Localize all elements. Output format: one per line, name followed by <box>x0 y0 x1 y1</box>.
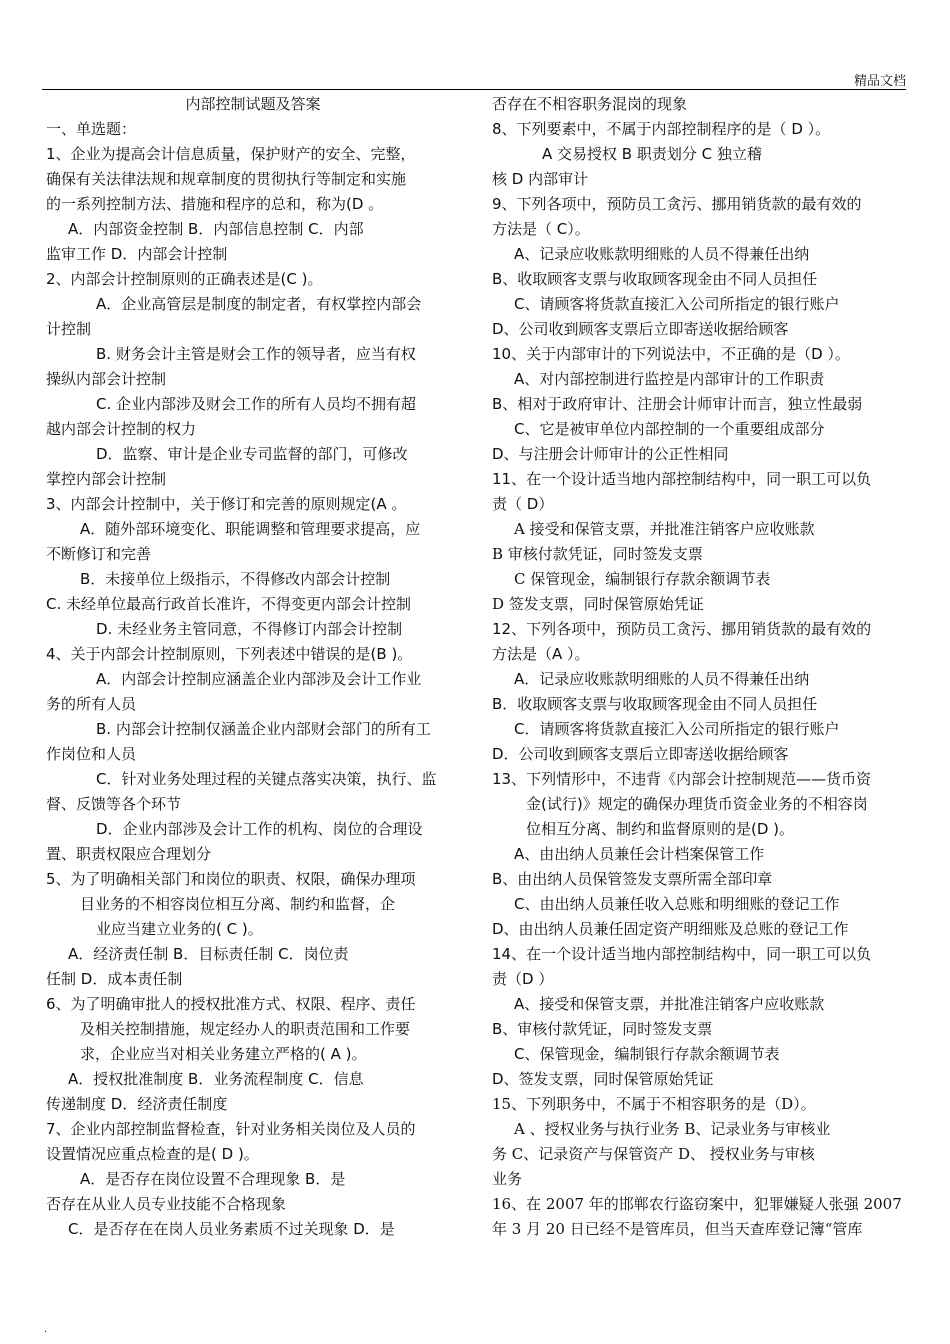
left-text-line: 务的所有人员 <box>46 695 137 713</box>
left-text-line: C．针对业务处理过程的关键点落实决策，执行、监 <box>96 770 437 788</box>
right-text-line: 13、下列情形中，不违背《内部会计控制规范——货币资 <box>492 770 872 788</box>
left-text-line: 确保有关法律法规和规章制度的贯彻执行等制定和实施 <box>46 170 407 188</box>
left-text-line: 监审工作 D．内部会计控制 <box>46 245 228 263</box>
right-text-line: 金(试行)》规定的确保办理货币资金业务的不相容岗 <box>526 795 868 813</box>
right-text-line: 务 C、记录资产与保管资产 D、 授权业务与审核 <box>492 1145 815 1163</box>
left-text-line: 7、企业内部控制监督检查，针对业务相关岗位及人员的 <box>46 1120 416 1138</box>
left-text-line: C. 未经单位最高行政首长准许，不得变更内部会计控制 <box>46 595 412 613</box>
left-text-line: 不断修订和完善 <box>46 545 152 563</box>
right-text-line: C．请顾客将货款直接汇入公司所指定的银行账户 <box>514 720 840 738</box>
right-text-line: 15、下列职务中，不属于不相容职务的是（D）。 <box>492 1095 816 1113</box>
right-text-line: 10、关于内部审计的下列说法中，不正确的是（D ）。 <box>492 345 850 363</box>
right-text-line: 业务 <box>492 1170 523 1188</box>
right-text-line: C 保管现金，编制银行存款余额调节表 <box>514 570 771 588</box>
left-text-line: A．内部资金控制 B．内部信息控制 C．内部 <box>68 220 364 238</box>
left-text-line: 目业务的不相容岗位相互分离、制约和监督，企 <box>80 895 396 913</box>
left-text-line: 计控制 <box>46 320 92 338</box>
header-tag: 精品文档 <box>853 74 906 89</box>
left-text-line: D. 未经业务主管同意，不得修订内部会计控制 <box>96 620 403 638</box>
left-text-line: B. 财务会计主管是财会工作的领导者，应当有权 <box>96 345 416 363</box>
left-text-line: 置、职责权限应合理划分 <box>46 845 212 863</box>
left-text-line: 及相关控制措施，规定经办人的职责范围和工作要 <box>80 1020 411 1038</box>
right-text-line: 否存在不相容职务混岗的现象 <box>492 95 688 113</box>
right-text-line: A、接受和保管支票，并批准注销客户应收账款 <box>514 995 825 1013</box>
right-text-line: D、签发支票，同时保管原始凭证 <box>492 1070 714 1088</box>
left-text-line: 督、反馈等各个环节 <box>46 795 182 813</box>
right-text-line: C、它是被审单位内部控制的一个重要组成部分 <box>514 420 825 438</box>
right-text-line: 方法是（ C）。 <box>492 220 590 238</box>
left-text-line: C．是否存在在岗人员业务素质不过关现象 D．是 <box>68 1220 395 1238</box>
right-text-line: 核 D 内部审计 <box>492 170 589 188</box>
right-text-line: B、收取顾客支票与收取顾客现金由不同人员担任 <box>492 270 818 288</box>
left-text-line: A．经济责任制 B．目标责任制 C．岗位责 <box>68 945 349 963</box>
left-text-line: A．企业高管层是制度的制定者，有权掌控内部会 <box>96 295 422 313</box>
left-text-line: A．内部会计控制应涵盖企业内部涉及会计工作业 <box>96 670 422 688</box>
left-text-line: 内部控制试题及答案 <box>185 95 321 113</box>
right-text-line: B 审核付款凭证，同时签发支票 <box>492 545 703 563</box>
right-text-line: 方法是（A ）。 <box>492 645 590 663</box>
left-text-line: 作岗位和人员 <box>46 745 137 763</box>
left-text-line: B. 内部会计控制仅涵盖企业内部财会部门的所有工 <box>96 720 431 738</box>
left-text-line: D．企业内部涉及会计工作的机构、岗位的合理设 <box>96 820 423 838</box>
left-text-line: 求，企业应当对相关业务建立严格的( A )。 <box>80 1045 367 1063</box>
left-text-line: 传递制度 D．经济责任制度 <box>46 1095 228 1113</box>
left-text-line: 操纵内部会计控制 <box>46 370 167 388</box>
left-text-line: 4、关于内部会计控制原则，下列表述中错误的是(B )。 <box>46 645 413 663</box>
right-text-line: B、相对于政府审计、注册会计师审计而言，独立性最弱 <box>492 395 863 413</box>
right-text-line: D、由出纳人员兼任固定资产明细账及总账的登记工作 <box>492 920 849 938</box>
left-text-line: 否存在从业人员专业技能不合格现象 <box>46 1195 287 1213</box>
left-text-line: 3、内部会计控制中，关于修订和完善的原则规定(A 。 <box>46 495 407 513</box>
left-text-line: 6、为了明确审批人的授权批准方式、权限、程序、责任 <box>46 995 416 1013</box>
right-text-line: 责（ D） <box>492 495 554 513</box>
left-text-line: 1、企业为提高会计信息质量，保护财产的安全、完整， <box>46 145 416 163</box>
left-text-line: 业应当建立业务的( C )。 <box>96 920 263 938</box>
right-text-line: A 接受和保管支票，并批准注销客户应收账款 <box>514 520 815 538</box>
left-text-line: A．随外部环境变化、职能调整和管理要求提高，应 <box>80 520 421 538</box>
left-text-line: B．未接单位上级指示，不得修改内部会计控制 <box>80 570 391 588</box>
footer-mark: . <box>44 1324 48 1335</box>
right-text-line: 年 3 月 20 日已经不是管库员，但当天查库登记簿“管库 <box>492 1220 863 1238</box>
right-text-line: A、由出纳人员兼任会计档案保管工作 <box>514 845 765 863</box>
right-text-line: D、与注册会计师审计的公正性相同 <box>492 445 729 463</box>
right-column <box>492 92 908 1242</box>
right-text-line: A、对内部控制进行监控是内部审计的工作职责 <box>514 370 825 388</box>
right-text-line: B、审核付款凭证，同时签发支票 <box>492 1020 713 1038</box>
right-text-line: D、公司收到顾客支票后立即寄送收据给顾客 <box>492 320 789 338</box>
left-column <box>46 92 460 1242</box>
left-text-line: 一、单选题： <box>46 120 137 138</box>
right-text-line: 8、下列要素中，不属于内部控制程序的是（ D ）。 <box>492 120 831 138</box>
right-text-line: A、记录应收账款明细账的人员不得兼任出纳 <box>514 245 810 263</box>
right-text-line: 12、下列各项中，预防员工贪污、挪用销货款的最有效的 <box>492 620 872 638</box>
left-text-line: 设置情况应重点检查的是( D )。 <box>46 1145 259 1163</box>
right-text-line: 11、在一个设计适当地内部控制结构中，同一职工可以负 <box>492 470 872 488</box>
left-text-line: 的一系列控制方法、措施和程序的总和，称为(D 。 <box>46 195 384 213</box>
left-text-line: 越内部会计控制的权力 <box>46 420 197 438</box>
right-text-line: C、保管现金，编制银行存款余额调节表 <box>514 1045 780 1063</box>
left-text-line: 5、为了明确相关部门和岗位的职责、权限，确保办理项 <box>46 870 416 888</box>
left-text-line: 掌控内部会计控制 <box>46 470 167 488</box>
left-text-line: 2、内部会计控制原则的正确表述是(C )。 <box>46 270 323 288</box>
left-text-line: A．是否存在岗位设置不合理现象 B．是 <box>80 1170 346 1188</box>
right-text-line: D．公司收到顾客支票后立即寄送收据给顾客 <box>492 745 789 763</box>
right-text-line: B、由出纳人员保管签发支票所需全部印章 <box>492 870 773 888</box>
left-text-line: 任制 D．成本责任制 <box>46 970 183 988</box>
right-text-line: A 、授权业务与执行业务 B、记录业务与审核业 <box>514 1120 831 1138</box>
right-text-line: 责（D ） <box>492 970 554 988</box>
right-text-line: 14、在一个设计适当地内部控制结构中，同一职工可以负 <box>492 945 872 963</box>
header-rule <box>42 89 906 90</box>
left-text-line: C. 企业内部涉及财会工作的所有人员均不拥有超 <box>96 395 417 413</box>
right-text-line: D 签发支票，同时保管原始凭证 <box>492 595 704 613</box>
right-text-line: 9、下列各项中，预防员工贪污、挪用销货款的最有效的 <box>492 195 862 213</box>
right-text-line: B．收取顾客支票与收取顾客现金由不同人员担任 <box>492 695 818 713</box>
right-text-line: C、由出纳人员兼任收入总账和明细账的登记工作 <box>514 895 840 913</box>
right-text-line: C、请顾客将货款直接汇入公司所指定的银行账户 <box>514 295 840 313</box>
right-text-line: 16、在 2007 年的邯郸农行盗窃案中，犯罪嫌疑人张强 2007 <box>492 1195 902 1213</box>
left-text-line: D．监察、审计是企业专司监督的部门，可修改 <box>96 445 408 463</box>
right-text-line: A．记录应收账款明细账的人员不得兼任出纳 <box>514 670 810 688</box>
left-text-line: A．授权批准制度 B．业务流程制度 C．信息 <box>68 1070 364 1088</box>
right-text-line: A 交易授权 B 职责划分 C 独立稽 <box>542 145 762 163</box>
right-text-line: 位相互分离、制约和监督原则的是(D )。 <box>526 820 795 838</box>
